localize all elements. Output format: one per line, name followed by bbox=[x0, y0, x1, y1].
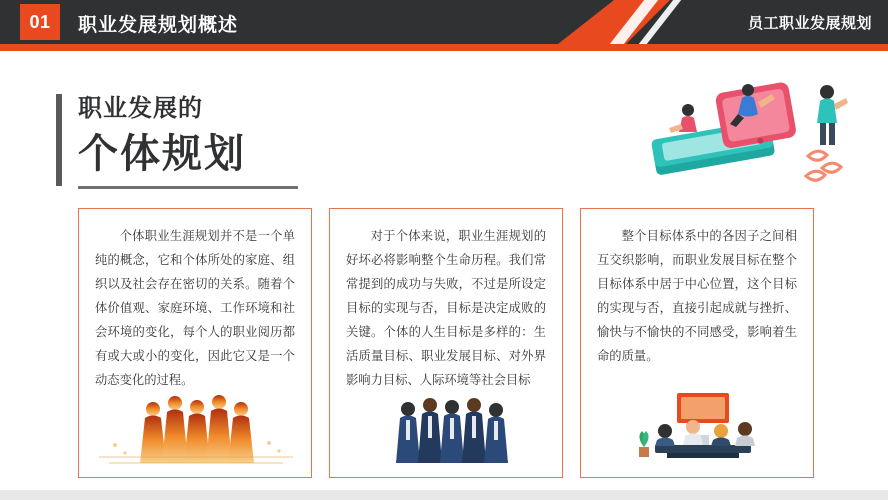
meeting-presentation-illustration bbox=[581, 387, 813, 473]
heading-accent-bar bbox=[56, 94, 62, 186]
deck-title: 员工职业发展规划 bbox=[747, 15, 872, 32]
heading-rule bbox=[78, 186, 298, 189]
heading-line-2: 个体规划 bbox=[78, 132, 246, 176]
content-card bbox=[329, 208, 563, 478]
content-card bbox=[78, 208, 312, 478]
slide-header bbox=[0, 0, 888, 52]
phone-book-people-illustration bbox=[612, 72, 862, 202]
section-number-badge: 01 bbox=[20, 4, 60, 40]
content-card bbox=[580, 208, 814, 478]
card-body-text: 个体职业生涯规划并不是一个单纯的概念，它和个体所处的家庭、组织以及社会存在密切的关系。随着个体价值观、家庭环境、工作环境和社会环境的变化，每个人的职业阅历都有或大或小的变化，因此它又是一个动态变化的过程。 bbox=[95, 229, 295, 387]
header-underline bbox=[0, 44, 888, 51]
card-body-text: 整个目标体系中的各因子之间相互交织影响，而职业发展目标在整个目标体系中居于中心位置，这个目标的实现与否，直接引起成就与挫折、愉快与不愉快的不同感受，影响着生命的质量。 bbox=[597, 229, 797, 363]
slide-progress-bar bbox=[0, 490, 888, 500]
content-cards bbox=[78, 208, 816, 478]
team-silhouette-illustration bbox=[79, 387, 311, 473]
card-body-text: 对于个体来说，职业生涯规划的好坏必将影响整个生命历程。我们常常提到的成功与失败，不过是所设定目标的实现与否，目标是决定成败的关键。个体的人生目标是多样的：生活质量目标、职业发展目标、对外界影响力目标、人际环境等社会目标 bbox=[346, 229, 546, 387]
heading-line-1: 职业发展的 bbox=[78, 95, 203, 122]
section-title: 职业发展规划概述 bbox=[78, 15, 239, 36]
business-people-group-illustration bbox=[330, 387, 562, 473]
